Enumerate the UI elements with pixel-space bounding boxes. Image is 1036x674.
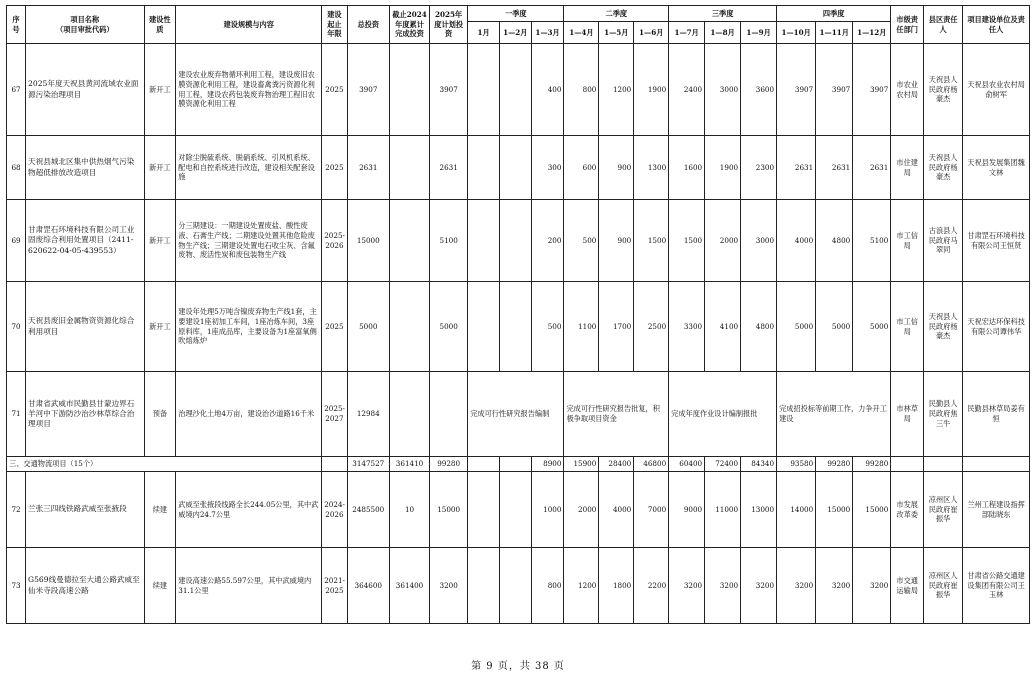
month-value-cell: 7000 xyxy=(634,472,669,548)
header-month: 1—12月 xyxy=(853,22,891,44)
header-month: 1—10月 xyxy=(777,22,816,44)
header-county: 县区责任人 xyxy=(924,6,963,44)
month-value-cell: 300 xyxy=(531,136,564,200)
month-value-cell: 1300 xyxy=(634,136,669,200)
scope-cell: 建设高速公路55.597公里，其中武威境内31.1公里 xyxy=(176,548,322,624)
month-value-cell: 4000 xyxy=(599,472,634,548)
empty-cell xyxy=(924,457,963,472)
header-month: 1—11月 xyxy=(816,22,853,44)
header-cum2024: 截止2024年度累计完成投资 xyxy=(389,6,429,44)
period-cell: 2025 xyxy=(322,44,347,136)
header-month: 1—6月 xyxy=(634,22,669,44)
header-month: 1—5月 xyxy=(599,22,634,44)
month-value-cell: 500 xyxy=(531,282,564,372)
plan-2025-cell: 3200 xyxy=(430,548,468,624)
quarter-milestone-cell: 完成可行性研究报告编制 xyxy=(468,372,564,457)
month-value-cell: 3000 xyxy=(741,200,777,282)
month-value-cell: 99280 xyxy=(853,457,891,472)
total-investment-cell: 2631 xyxy=(347,136,389,200)
month-value-cell: 600 xyxy=(564,136,599,200)
county-cell: 古浪县人民政府马翠同 xyxy=(924,200,963,282)
unit-cell: 甘肃省公路交通建设集团有限公司王玉林 xyxy=(963,548,1030,624)
cumulative-investment-cell xyxy=(389,44,429,136)
period-cell: 2021-2025 xyxy=(322,548,347,624)
header-unit: 项目建设单位及责任人 xyxy=(963,6,1030,44)
scope-cell: 武威至张掖段线路全长244.05公里，其中武威境内24.7公里 xyxy=(176,472,322,548)
total-investment-cell: 15000 xyxy=(347,200,389,282)
project-name-cell: G569线曼德拉至大通公路武威至仙米寺段高速公路 xyxy=(26,548,144,624)
quarter-milestone-cell: 完成年度作业设计编制报批 xyxy=(669,372,777,457)
dept-cell: 市住建局 xyxy=(891,136,924,200)
nature-cell: 新开工 xyxy=(144,282,176,372)
empty-cell xyxy=(891,457,924,472)
month-value-cell xyxy=(499,457,531,472)
seq-cell: 67 xyxy=(7,44,26,136)
nature-cell: 新开工 xyxy=(144,44,176,136)
dept-cell: 市工信局 xyxy=(891,282,924,372)
project-name-cell: 甘肃省武威市民勤县甘蒙边界石羊河中下游防沙治沙林草综合治理项目 xyxy=(26,372,144,457)
month-value-cell xyxy=(499,282,531,372)
dept-cell: 市发展改革委 xyxy=(891,472,924,548)
month-value-cell: 2631 xyxy=(853,136,891,200)
county-cell: 民勤县人民政府焦三牛 xyxy=(924,372,963,457)
month-value-cell: 900 xyxy=(599,136,634,200)
empty-cell xyxy=(322,457,347,472)
cumulative-investment-cell xyxy=(389,282,429,372)
month-value-cell: 3200 xyxy=(777,548,816,624)
month-value-cell: 3200 xyxy=(705,548,741,624)
nature-cell: 新开工 xyxy=(144,136,176,200)
month-value-cell: 1100 xyxy=(564,282,599,372)
quarter-milestone-cell: 完成招投标等前期工作，力争开工建设 xyxy=(777,372,891,457)
period-cell: 2025 xyxy=(322,136,347,200)
month-value-cell: 5000 xyxy=(816,282,853,372)
project-name-cell: 天祝县城北区集中供热烟气污染物超低排放改造项目 xyxy=(26,136,144,200)
month-value-cell: 60400 xyxy=(669,457,705,472)
plan-2025-cell: 15000 xyxy=(430,472,468,548)
county-cell: 天祝县人民政府杨豪杰 xyxy=(924,44,963,136)
month-value-cell: 800 xyxy=(531,548,564,624)
month-value-cell xyxy=(468,200,500,282)
month-value-cell: 1700 xyxy=(599,282,634,372)
scope-cell: 建设年处理5万吨含镍废弃物生产线1套，主要建设1座初加工车间，1座冶炼车间，3座原料库，1座成品库，主要设备为1座富氧侧吹熔炼炉 xyxy=(176,282,322,372)
header-dept: 市级责任部门 xyxy=(891,6,924,44)
header-month: 1月 xyxy=(468,22,500,44)
month-value-cell: 3200 xyxy=(741,548,777,624)
period-cell: 2024-2026 xyxy=(322,472,347,548)
month-value-cell: 46800 xyxy=(634,457,669,472)
cumulative-investment-cell: 361400 xyxy=(389,548,429,624)
total-investment-cell: 12984 xyxy=(347,372,389,457)
month-value-cell: 72400 xyxy=(705,457,741,472)
county-cell: 凉州区人民政府崔振华 xyxy=(924,548,963,624)
section-row xyxy=(7,457,1030,472)
month-value-cell: 2200 xyxy=(634,548,669,624)
table-row xyxy=(7,136,1030,200)
month-value-cell xyxy=(468,136,500,200)
month-value-cell: 800 xyxy=(564,44,599,136)
header-total: 总投资 xyxy=(347,6,389,44)
month-value-cell: 14000 xyxy=(777,472,816,548)
month-value-cell xyxy=(468,282,500,372)
seq-cell: 71 xyxy=(7,372,26,457)
header-month: 1—2月 xyxy=(499,22,531,44)
month-value-cell xyxy=(499,200,531,282)
month-value-cell: 1200 xyxy=(599,44,634,136)
month-value-cell xyxy=(499,44,531,136)
nature-cell: 续建 xyxy=(144,548,176,624)
scope-cell: 分三期建设：一期建设处置废盐、酸性废液、石膏生产线；二期建设处置其他危险废物生产线；三期建设处置电石收尘灰、含氟废物、废活性炭和废包装物生产线 xyxy=(176,200,322,282)
month-value-cell xyxy=(468,472,500,548)
month-value-cell xyxy=(499,136,531,200)
month-value-cell: 1500 xyxy=(634,200,669,282)
header-name: 项目名称 （项目审批代码） xyxy=(26,6,144,44)
seq-cell: 70 xyxy=(7,282,26,372)
project-name-cell: 甘肃罡石环境科技有限公司工业固废综合利用处置项目（2411-620622-04-05-439553） xyxy=(26,200,144,282)
period-cell: 2025-2026 xyxy=(322,200,347,282)
month-value-cell: 15900 xyxy=(564,457,599,472)
month-value-cell: 1900 xyxy=(705,136,741,200)
month-value-cell: 9000 xyxy=(669,472,705,548)
plan-2025-cell: 2631 xyxy=(430,136,468,200)
total-investment-cell: 2485500 xyxy=(347,472,389,548)
dept-cell: 市工信局 xyxy=(891,200,924,282)
header-seq: 序号 xyxy=(7,6,26,44)
plan-2025-cell: 5000 xyxy=(430,282,468,372)
plan-2025-cell xyxy=(430,372,468,457)
seq-cell: 68 xyxy=(7,136,26,200)
table-row xyxy=(7,200,1030,282)
scope-cell: 治理沙化土地4万亩，建设治沙道路16千米 xyxy=(176,372,322,457)
month-value-cell xyxy=(468,548,500,624)
header-scope: 建设规模与内容 xyxy=(176,6,322,44)
month-value-cell: 5000 xyxy=(777,282,816,372)
month-value-cell xyxy=(499,548,531,624)
month-value-cell: 900 xyxy=(599,200,634,282)
month-value-cell: 3300 xyxy=(669,282,705,372)
month-value-cell: 3907 xyxy=(816,44,853,136)
month-value-cell: 500 xyxy=(564,200,599,282)
month-value-cell: 2500 xyxy=(634,282,669,372)
period-cell: 2025 xyxy=(322,282,347,372)
unit-cell: 兰州工程建设指挥部陆晓东 xyxy=(963,472,1030,548)
dept-cell: 市林草局 xyxy=(891,372,924,457)
month-value-cell: 2300 xyxy=(741,136,777,200)
scope-cell: 建设农业废弃物循环利用工程，建设废旧农膜资源化利用工程，建设畜禽粪污资源化利用工程，建设农药包装废弃物治理工程旧农膜资源化利用工程 xyxy=(176,44,322,136)
header-nature: 建设性质 xyxy=(144,6,176,44)
month-value-cell xyxy=(468,457,500,472)
dept-cell: 市农业农村局 xyxy=(891,44,924,136)
month-value-cell: 1000 xyxy=(531,472,564,548)
cumulative-investment-cell xyxy=(389,136,429,200)
scope-cell: 对除尘脱硫系统、脱硝系统、引风机系统、配电和自控系统进行改造，建设相关配套设施 xyxy=(176,136,322,200)
nature-cell: 预备 xyxy=(144,372,176,457)
month-value-cell: 1500 xyxy=(669,200,705,282)
county-cell: 天祝县人民政府杨豪杰 xyxy=(924,282,963,372)
unit-cell: 天祝县发展集团魏文林 xyxy=(963,136,1030,200)
table-row xyxy=(7,472,1030,548)
month-value-cell: 4800 xyxy=(816,200,853,282)
month-value-cell: 3200 xyxy=(816,548,853,624)
month-value-cell: 3907 xyxy=(777,44,816,136)
plan-2025-cell: 3907 xyxy=(430,44,468,136)
plan-2025-cell: 5100 xyxy=(430,200,468,282)
month-value-cell: 13000 xyxy=(741,472,777,548)
month-value-cell: 4100 xyxy=(705,282,741,372)
month-value-cell: 200 xyxy=(531,200,564,282)
nature-cell: 新开工 xyxy=(144,200,176,282)
header-q3: 三季度 xyxy=(669,6,777,22)
header-month: 1—3月 xyxy=(531,22,564,44)
project-table xyxy=(6,5,1030,624)
month-value-cell: 11000 xyxy=(705,472,741,548)
header-month: 1—9月 xyxy=(741,22,777,44)
header-plan2025: 2025年度计划投资 xyxy=(430,6,468,44)
unit-cell: 天祝宏达环保科技有限公司谭伟华 xyxy=(963,282,1030,372)
quarter-milestone-cell: 完成可行性研究报告批复，积极争取项目资金 xyxy=(564,372,669,457)
month-value-cell: 4800 xyxy=(741,282,777,372)
cumulative-investment-cell xyxy=(389,372,429,457)
total-investment-cell: 364600 xyxy=(347,548,389,624)
header-q2: 二季度 xyxy=(564,6,669,22)
month-value-cell: 2631 xyxy=(777,136,816,200)
month-value-cell: 3000 xyxy=(705,44,741,136)
month-value-cell: 1900 xyxy=(634,44,669,136)
month-value-cell: 2000 xyxy=(564,472,599,548)
section-cumulative-cell: 361410 xyxy=(389,457,429,472)
month-value-cell: 2000 xyxy=(705,200,741,282)
month-value-cell: 5100 xyxy=(853,200,891,282)
seq-cell: 72 xyxy=(7,472,26,548)
month-value-cell: 15000 xyxy=(853,472,891,548)
month-value-cell: 99280 xyxy=(816,457,853,472)
section-total-cell: 3147527 xyxy=(347,457,389,472)
month-value-cell: 3600 xyxy=(741,44,777,136)
table-row xyxy=(7,282,1030,372)
period-cell: 2025-2027 xyxy=(322,372,347,457)
seq-cell: 69 xyxy=(7,200,26,282)
month-value-cell: 400 xyxy=(531,44,564,136)
county-cell: 凉州区人民政府崔振华 xyxy=(924,472,963,548)
month-value-cell: 84340 xyxy=(741,457,777,472)
month-value-cell: 2400 xyxy=(669,44,705,136)
unit-cell: 天祝县农业农村局俞树军 xyxy=(963,44,1030,136)
page-footer: 第 9 页，共 38 页 xyxy=(471,661,565,672)
month-value-cell: 3200 xyxy=(669,548,705,624)
month-value-cell: 3907 xyxy=(853,44,891,136)
dept-cell: 市交通运输局 xyxy=(891,548,924,624)
month-value-cell xyxy=(499,472,531,548)
month-value-cell: 5000 xyxy=(853,282,891,372)
month-value-cell: 28400 xyxy=(599,457,634,472)
month-value-cell: 4000 xyxy=(777,200,816,282)
month-value-cell: 3200 xyxy=(853,548,891,624)
project-name-cell: 兰张三四线铁路武威至张掖段 xyxy=(26,472,144,548)
header-month: 1—4月 xyxy=(564,22,599,44)
table-row xyxy=(7,44,1030,136)
header-q1: 一季度 xyxy=(468,6,564,22)
month-value-cell: 1200 xyxy=(564,548,599,624)
project-name-cell: 天祝县废旧金属物资资源化综合利用项目 xyxy=(26,282,144,372)
section-label: 三、交通物流项目（15个） xyxy=(7,457,322,472)
month-value-cell: 15000 xyxy=(816,472,853,548)
month-value-cell: 93580 xyxy=(777,457,816,472)
unit-cell: 甘肃罡石环境科技有限公司王恒贤 xyxy=(963,200,1030,282)
table-row xyxy=(7,372,1030,457)
header-period: 建设起止年限 xyxy=(322,6,347,44)
project-name-cell: 2025年度天祝县黄河流域农业面源污染治理项目 xyxy=(26,44,144,136)
county-cell: 天祝县人民政府杨豪杰 xyxy=(924,136,963,200)
header-q4: 四季度 xyxy=(777,6,891,22)
cumulative-investment-cell xyxy=(389,200,429,282)
seq-cell: 73 xyxy=(7,548,26,624)
month-value-cell: 8900 xyxy=(531,457,564,472)
total-investment-cell: 5000 xyxy=(347,282,389,372)
month-value-cell: 1800 xyxy=(599,548,634,624)
table-header xyxy=(7,6,1030,44)
month-value-cell: 1600 xyxy=(669,136,705,200)
unit-cell: 民勤县林草局姜有恒 xyxy=(963,372,1030,457)
nature-cell: 续建 xyxy=(144,472,176,548)
section-plan-cell: 99280 xyxy=(430,457,468,472)
table-body xyxy=(7,44,1030,624)
empty-cell xyxy=(963,457,1030,472)
table-row xyxy=(7,548,1030,624)
header-month: 1—8月 xyxy=(705,22,741,44)
total-investment-cell: 3907 xyxy=(347,44,389,136)
header-month: 1—7月 xyxy=(669,22,705,44)
cumulative-investment-cell: 10 xyxy=(389,472,429,548)
month-value-cell: 2631 xyxy=(816,136,853,200)
month-value-cell xyxy=(468,44,500,136)
